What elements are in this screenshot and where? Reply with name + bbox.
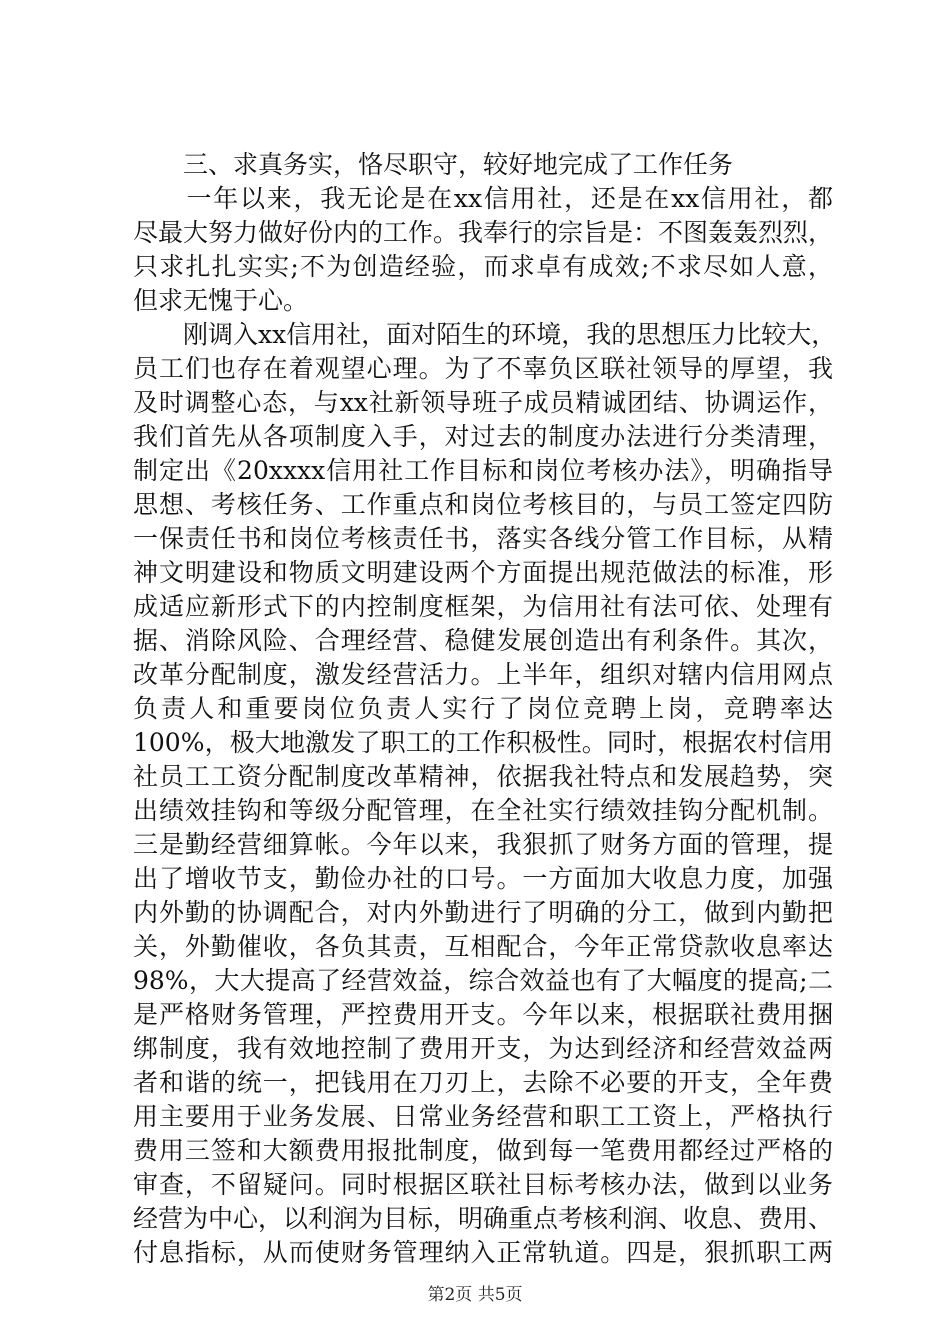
body-line: 尽最大努力做好份内的工作。我奉行的宗旨是：不图轰轰烈烈， [133,218,834,247]
body-line: 100%，极大地激发了职工的工作积极性。同时，根据农村信用 [133,728,833,757]
body-line: 内外勤的协调配合，对内外勤进行了明确的分工，做到内勤把 [133,898,833,927]
body-line: 改革分配制度，激发经营活力。上半年，组织对辖内信用网点 [133,660,833,689]
body-line: 一年以来，我无论是在xx信用社，还是在xx信用社，都 [133,184,833,213]
body-line: 绑制度，我有效地控制了费用开支，为达到经济和经营效益两 [133,1034,833,1063]
body-line: 付息指标，从而使财务管理纳入正常轨道。四是，狠抓职工两 [133,1238,833,1267]
body-line: 出了增收节支，勤俭办社的口号。一方面加大收息力度，加强 [133,864,833,893]
body-line: 据、消除风险、合理经营、稳健发展创造出有利条件。其次， [133,626,833,655]
body-line: 我们首先从各项制度入手，对过去的制度办法进行分类清理， [133,422,833,451]
body-line: 出绩效挂钩和等级分配管理，在全社实行绩效挂钩分配机制。 [133,796,833,825]
body-line: 及时调整心态，与xx社新领导班子成员精诚团结、协调运作， [133,388,833,417]
body-line: 员工们也存在着观望心理。为了不辜负区联社领导的厚望，我 [133,354,833,383]
body-line: 用主要用于业务发展、日常业务经营和职工工资上，严格执行 [133,1102,833,1131]
body-line: 是严格财务管理，严控费用开支。今年以来，根据联社费用捆 [133,1000,833,1029]
body-line: 制定出《20xxxx信用社工作目标和岗位考核办法》，明确指导 [133,456,833,485]
section-heading: 三、求真务实，恪尽职守，较好地完成了工作任务 [133,150,734,179]
body-line: 社员工工资分配制度改革精神，依据我社特点和发展趋势，突 [133,762,833,791]
body-line: 关，外勤催收，各负其责，互相配合，今年正常贷款收息率达 [133,932,833,961]
body-line: 刚调入xx信用社，面对陌生的环境，我的思想压力比较大， [133,320,837,349]
body-line: 一保责任书和岗位考核责任书，落实各线分管工作目标，从精 [133,524,833,553]
body-line: 成适应新形式下的内控制度框架，为信用社有法可依、处理有 [133,592,833,621]
body-line: 费用三签和大额费用报批制度，做到每一笔费用都经过严格的 [133,1136,833,1165]
body-line: 98%，大大提高了经营效益，综合效益也有了大幅度的提高;二 [133,966,833,995]
body-line: 审查，不留疑问。同时根据区联社目标考核办法，做到以业务 [133,1170,833,1199]
body-line: 但求无愧于心。 [133,286,309,315]
body-line: 三是勤经营细算帐。今年以来，我狠抓了财务方面的管理，提 [133,830,833,859]
body-line: 经营为中心，以利润为目标，明确重点考核利润、收息、费用、 [133,1204,834,1233]
body-line: 负责人和重要岗位负责人实行了岗位竞聘上岗，竞聘率达 [133,694,833,723]
body-line: 者和谐的统一，把钱用在刀刃上，去除不必要的开支，全年费 [133,1068,833,1097]
body-line: 思想、考核任务、工作重点和岗位考核目的，与员工签定四防 [133,490,833,519]
body-line: 神文明建设和物质文明建设两个方面提出规范做法的标准，形 [133,558,833,587]
page-number-footer: 第2页 共5页 [427,1285,523,1305]
body-line: 只求扎扎实实;不为创造经验，而求卓有成效;不求尽如人意， [133,252,833,281]
